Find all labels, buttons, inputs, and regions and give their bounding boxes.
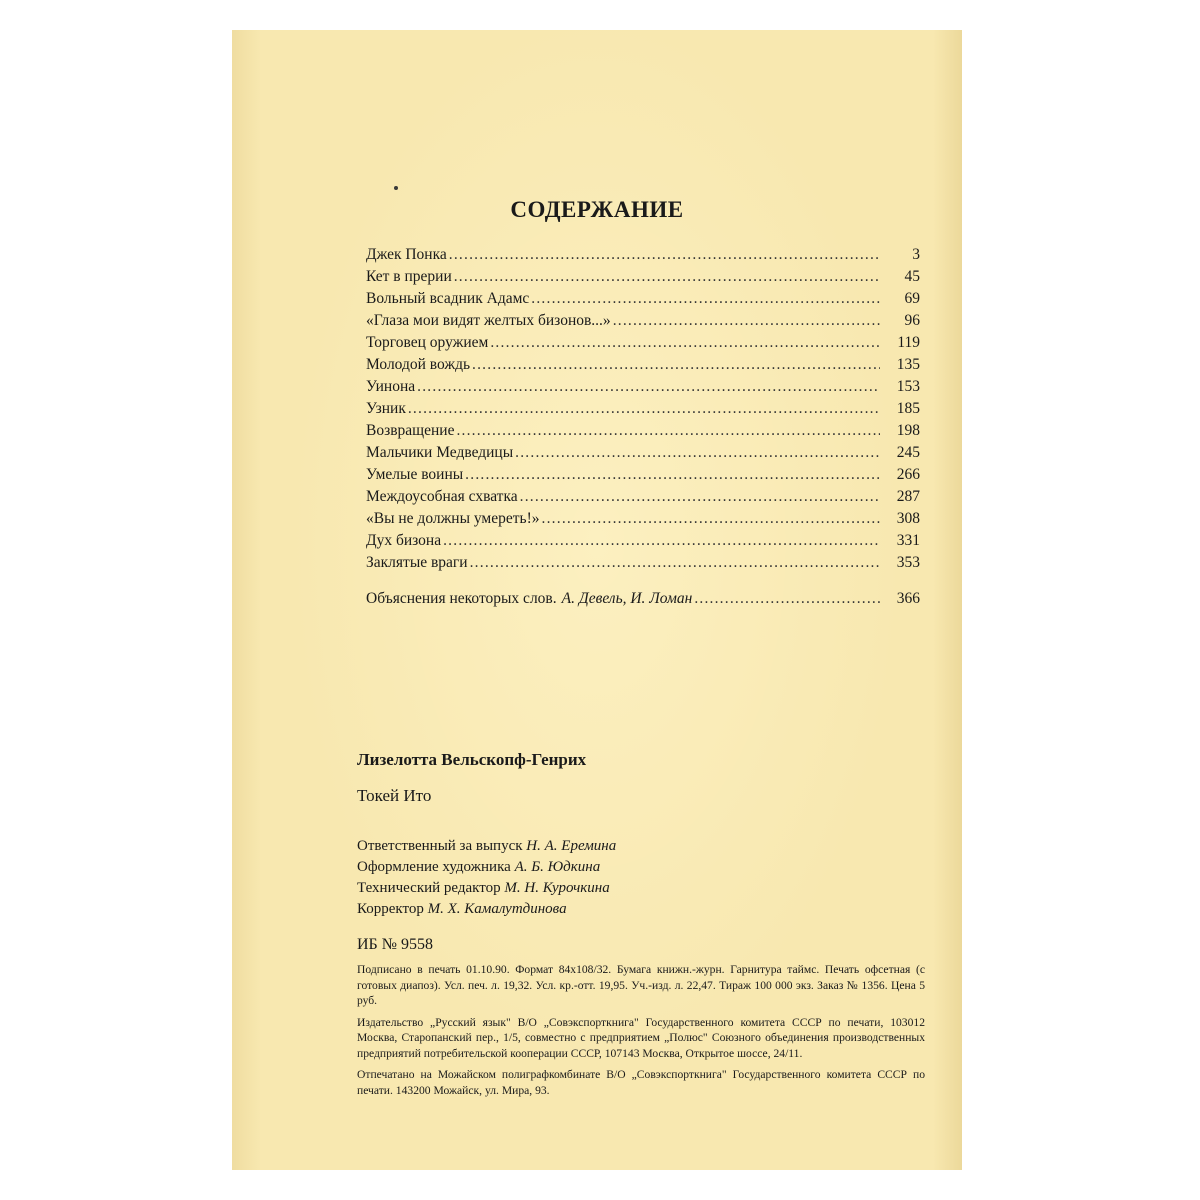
toc-glossary-authors: А. Девель, И. Ломан xyxy=(561,590,693,607)
toc-entry xyxy=(366,400,920,422)
toc-entry-page: 245 xyxy=(896,444,920,461)
ib-number: ИБ № 9558 xyxy=(357,936,434,953)
credit-role: Корректор xyxy=(357,901,424,917)
toc-entry-page: 287 xyxy=(896,488,920,505)
toc-leader-dots xyxy=(417,378,880,396)
toc-entry-page: 119 xyxy=(897,334,920,351)
print-info: Подписано в печать 01.10.90. Формат 84x108/32. Бумага книжн.-журн. Гарнитура таймс. Печать офсетная (с готовых диапоз). Усл. печ. л. 19,32. Усл. кр.-отт. 19,95. Уч.-изд. л. 22,47. Тираж 100 000 экз. Заказ № 1356. Цена 5 руб. xyxy=(357,963,925,1007)
book-author: Лизелотта Вельскопф-Генрих xyxy=(357,750,587,769)
credit-line xyxy=(357,836,616,857)
toc-entry-title: «Глаза мои видят желтых бизонов...» xyxy=(366,312,611,329)
toc-entry-page: 96 xyxy=(904,312,920,329)
toc-glossary-title: Объяснения некоторых слов. xyxy=(366,590,557,607)
toc-entry xyxy=(366,488,920,510)
toc-entry-title: Торговец оружием xyxy=(366,334,489,351)
toc-entry-page: 266 xyxy=(896,466,920,483)
toc-leader-dots xyxy=(456,422,880,440)
credit-name: М. Х. Камалутдинова xyxy=(427,901,567,917)
toc-leader-dots xyxy=(490,334,880,352)
credit-role: Технический редактор xyxy=(357,880,501,896)
toc-leader-dots xyxy=(470,554,880,572)
toc-entry xyxy=(366,532,920,554)
toc-leader-dots xyxy=(443,532,880,550)
toc-entry xyxy=(366,246,920,268)
toc-entry xyxy=(366,422,920,444)
credit-role: Ответственный за выпуск xyxy=(357,838,523,854)
toc-entry-title: Междоусобная схватка xyxy=(366,488,518,505)
toc-entry-title: Возвращение xyxy=(366,422,455,439)
toc-entry-title: Уинона xyxy=(366,378,416,395)
toc-entry xyxy=(366,444,920,466)
credits-list xyxy=(357,836,616,920)
toc-entry xyxy=(366,268,920,290)
toc-entry-page: 308 xyxy=(896,510,920,527)
toc-entry-title: Кет в прерии xyxy=(366,268,452,285)
toc-entry-title: Мальчики Медведицы xyxy=(366,444,514,461)
imprint-block xyxy=(357,962,925,1104)
toc-entry-page: 45 xyxy=(904,268,920,285)
credit-name: А. Б. Юдкина xyxy=(514,859,601,875)
toc-leader-dots xyxy=(613,312,880,330)
toc-entry xyxy=(366,356,920,378)
toc-entry-title: Джек Понка xyxy=(366,246,447,263)
toc-entry-page: 135 xyxy=(896,356,920,373)
toc-entry-title: Дух бизона xyxy=(366,532,442,549)
toc-entry xyxy=(366,312,920,334)
credit-line xyxy=(357,857,616,878)
toc-entry-title: Молодой вождь xyxy=(366,356,471,373)
toc-leader-dots xyxy=(465,466,880,484)
table-of-contents xyxy=(366,246,920,612)
toc-entry-page: 3 xyxy=(912,246,920,263)
printer-info: Отпечатано на Можайском полиграфкомбинате В/О „Совэкспорткнига" Государственного комитета СССР по печати. 143200 Можайск, ул. Мира, 93. xyxy=(357,1068,925,1097)
toc-entry-page: 331 xyxy=(896,532,920,549)
book-title: Токей Ито xyxy=(357,786,432,805)
toc-entry-title: Вольный всадник Адамс xyxy=(366,290,530,307)
toc-entry xyxy=(366,290,920,312)
toc-entry xyxy=(366,466,920,488)
credit-role: Оформление художника xyxy=(357,859,511,875)
toc-leader-dots xyxy=(472,356,880,374)
toc-entry-page: 353 xyxy=(896,554,920,571)
toc-leader-dots xyxy=(408,400,880,418)
credit-name: Н. А. Еремина xyxy=(526,838,617,854)
toc-entry-page: 366 xyxy=(896,590,920,607)
toc-entry-page: 69 xyxy=(904,290,920,307)
toc-leader-dots xyxy=(531,290,880,308)
toc-entry-glossary xyxy=(366,590,920,612)
book-page xyxy=(232,30,962,1170)
toc-leader-dots xyxy=(515,444,880,462)
toc-heading: СОДЕРЖАНИЕ xyxy=(510,197,684,222)
toc-entry-page: 185 xyxy=(896,400,920,417)
toc-entry-title: Заклятые враги xyxy=(366,554,468,571)
toc-entry-page: 198 xyxy=(896,422,920,439)
credit-line xyxy=(357,878,616,899)
ink-speck xyxy=(394,186,398,190)
toc-leader-dots xyxy=(449,246,880,264)
toc-entry xyxy=(366,378,920,400)
toc-entry xyxy=(366,334,920,356)
toc-entry-title: Умелые воины xyxy=(366,466,464,483)
toc-leader-dots xyxy=(520,488,880,506)
credit-line xyxy=(357,899,616,920)
toc-entry-page: 153 xyxy=(896,378,920,395)
toc-entry xyxy=(366,554,920,576)
toc-leader-dots xyxy=(454,268,880,286)
publisher-info: Издательство „Русский язык" В/О „Совэкспорткнига" Государственного комитета СССР по печати, 103012 Москва, Старопанский пер., 1/5, совместно с предприятием „Полюс" Союзного объединения производственных предприятий потребительской кооперации СССР, 107143 Москва, Открытое шоссе, 24/11. xyxy=(357,1015,925,1060)
toc-entry xyxy=(366,510,920,532)
toc-entry-title: Узник xyxy=(366,400,406,417)
credit-name: М. Н. Курочкина xyxy=(504,880,610,896)
toc-entry-title: «Вы не должны умереть!» xyxy=(366,510,540,527)
toc-leader-dots xyxy=(542,510,880,528)
toc-leader-dots xyxy=(694,590,880,608)
